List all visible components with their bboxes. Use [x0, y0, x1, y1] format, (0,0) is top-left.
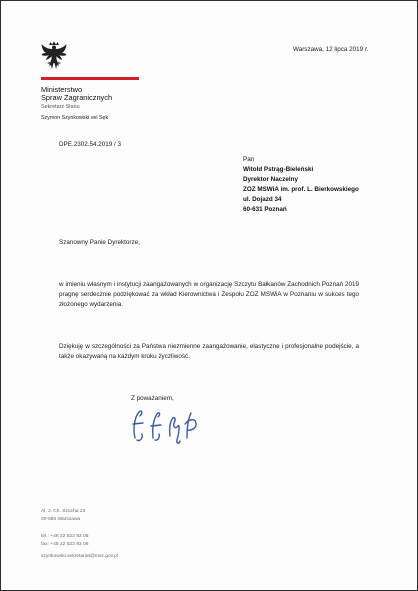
ministry-subtitle: Sekretarz Stanu: [41, 103, 80, 110]
recipient-line: Dyrektor Naczelny: [243, 176, 298, 183]
footer-address-line: 00-580 Warszawa: [41, 516, 81, 522]
recipient-line: 60-631 Poznań: [243, 206, 287, 213]
recipient-line: Pan: [243, 156, 255, 163]
signature-icon: [125, 404, 225, 450]
letter-date: Warszawa, 12 lipca 2019 r.: [293, 46, 369, 53]
ministry-name-block: [41, 86, 112, 111]
header-red-rule: [41, 77, 139, 80]
eagle-emblem-icon: [41, 41, 67, 71]
official-name: Szymon Szynkowski vel Sęk: [41, 115, 109, 121]
footer-fax: fax: +48 22 523 93 08: [41, 541, 89, 547]
body-paragraph-1: w imieniu własnym i instytucji zaangażowanych w organizację Szczytu Bałkanów Zachodnich Poznań 2019 pragnę serdecznie podziękować za wkład Kierownictwa i Zespołu ZOZ MSWiA w Poznaniu w sukces tego złożonego wydarzenia.: [59, 281, 359, 309]
footer-contact: [41, 508, 118, 561]
recipient-line: ZOZ MSWiA im. prof. L. Bierkowskiego: [243, 186, 359, 193]
ministry-name-line2: Spraw Zagranicznych: [41, 93, 113, 103]
footer-address-line: Al. J. Ch. Szucha 23: [41, 509, 86, 514]
recipient-line: ul. Dojazd 34: [243, 196, 282, 203]
recipient-address: [243, 155, 359, 215]
reference-number: DPE.2302.54.2019 / 3: [59, 141, 121, 148]
recipient-line: Witold Pstrąg-Bieleński: [243, 166, 314, 173]
footer-phone: tel.: +48 22 523 93 08: [41, 534, 89, 540]
body-paragraph-2: Dziękuję w szczególności za Państwa niezmienne zaangażowanie, elastyczne i profesjonalne podejście, a także okazywaną na każdym kroku życzliwość.: [59, 343, 359, 361]
salutation: Szanowny Panie Dyrektorze,: [59, 239, 140, 246]
ministry-name-line1: Ministerstwo: [41, 85, 83, 94]
footer-email: szynkowski.sekretariat@msz.gov.pl: [41, 554, 118, 560]
closing-phrase: Z poważaniem,: [131, 395, 174, 402]
